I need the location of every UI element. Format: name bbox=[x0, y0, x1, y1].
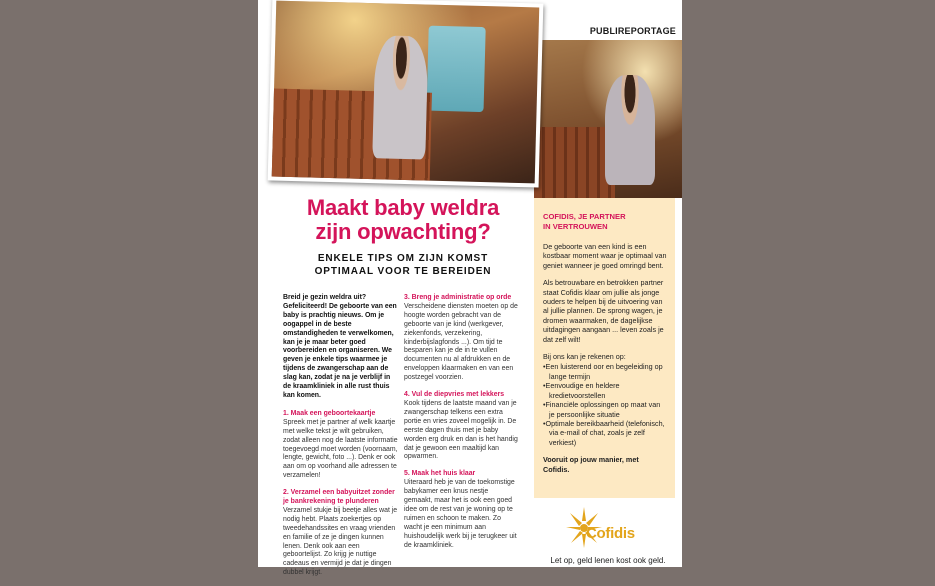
sidebar-closing: Vooruit op jouw manier, met Cofidis. bbox=[543, 455, 639, 474]
dresser-shape bbox=[426, 26, 486, 112]
section-body: Spreek met je partner af welk kaartje met welke tekst je wilt gebruiken, zodat alleen nog de laatste informatie toegevoegd moet worden (voornaam, lengte, gewicht, foto ...). Denk er ook aan om op voorhand alle adressen te verzamelen! bbox=[283, 418, 398, 480]
article-column-left bbox=[283, 294, 398, 586]
section-heading: 5. Maak het huis klaar bbox=[404, 470, 476, 478]
publireportage-label: PUBLIREPORTAGE bbox=[589, 26, 676, 36]
sidebar-benefits-list bbox=[543, 362, 667, 447]
list-item: • Een luisterend oor en begeleiding op lange termijn bbox=[543, 362, 667, 381]
subheadline bbox=[268, 252, 538, 278]
section-body: Kook tijdens de laatste maand van je zwangerschap telkens een extra portie en vries zoveel mogelijk in. De eerste dagen thuis met je baby worden erg druk en dan is het handig dat je gewoon een maaltijd kan opwarmen. bbox=[404, 399, 518, 461]
crib-shape bbox=[534, 127, 615, 198]
section-heading: 2. Verzamel een babyuitzet zonder je bankrekening te plunderen bbox=[283, 489, 395, 506]
intro-paragraph: Breid je gezin weldra uit? Gefeliciteerd! De geboorte van een baby is prachtig nieuws. Om je oogappel in de beste omstandigheden te verwelkomen, kan je je maar beter goed voorbereiden en organiseren. We geven je enkele tips waarmee je tijdens de zwangerschap aan de slag kan, zodat je na je verblijf in de kraamkliniek in alle rust thuis kan komen. bbox=[283, 294, 397, 399]
subheadline-line-2: OPTIMAAL VOOR TE BEREIDEN bbox=[314, 266, 492, 277]
headline bbox=[268, 196, 538, 244]
section-heading: 1. Maak een geboortekaartje bbox=[283, 409, 376, 417]
article-column-right bbox=[404, 294, 518, 558]
section-heading: 3. Breng je administratie op orde bbox=[404, 294, 512, 301]
headline-line-2: zijn opwachting? bbox=[315, 219, 491, 244]
sidebar-paragraph: De geboorte van een kind is een kostbaar moment waar je optimaal van geniet wanneer je goed omringd bent. bbox=[543, 242, 667, 270]
subheadline-line-1: ENKELE TIPS OM ZIJN KOMST bbox=[317, 253, 489, 264]
section-body: Verzamel stukje bij beetje alles wat je nodig hebt. Plaats zoekertjes op tweedehandssites en vraag vrienden en familie of ze je dingen kunnen lenen. Denk ook aan een geboortelijst. Zo krijg je nuttige cadeaus en vermijd je dat je dingen dubbel krijgt. bbox=[283, 506, 398, 577]
section-body: Verscheidene diensten moeten op de hoogte worden gebracht van de geboorte van je kind (werkgever, ziekenfonds, verzekering, kinderbijslagfonds ...). Om tijd te besparen kan je de in te vullen documenten nu al afdrukken en de enveloppen klaarmaken en van een postzegel voorzien. bbox=[404, 302, 518, 382]
list-item: • Optimale bereikbaarheid (telefonisch, via e-mail of chat, zoals je zelf verkiest) bbox=[543, 419, 667, 447]
main-photo bbox=[268, 0, 544, 188]
sidebar-list-intro: Bij ons kan je rekenen op: bbox=[543, 352, 626, 362]
section-heading: 4. Vul de diepvries met lekkers bbox=[404, 391, 505, 399]
cofidis-sidebar bbox=[534, 198, 675, 498]
side-photo bbox=[534, 40, 682, 198]
woman-shape bbox=[605, 75, 655, 186]
headline-line-1: Maakt baby weldra bbox=[306, 195, 500, 220]
legal-slogan: Let op, geld lenen kost ook geld. bbox=[550, 556, 666, 565]
sidebar-title bbox=[543, 212, 667, 232]
cofidis-logo bbox=[566, 505, 646, 551]
sidebar-title-line-2: IN VERTROUWEN bbox=[543, 222, 608, 231]
sidebar-title-line-1: COFIDIS, JE PARTNER bbox=[543, 212, 626, 221]
sidebar-paragraph: Als betrouwbare en betrokken partner staat Cofidis klaar om jullie als jonge ouders te helpen bij de uitvoering van al jullie plannen. De sprong wagen, je dromen waarmaken, de dagelijkse uitdagingen aangaan ... leven zoals je dat zelf wilt! bbox=[543, 278, 664, 344]
section-body: Uiteraard heb je van de toekomstige babykamer een knus nestje gemaakt, maar het is ook een goed idee om de rest van je woning op te ruimen en schoon te maken. Zo wacht je een minimum aan huishoudelijk werk bij je terugkeer uit de kraamkliniek. bbox=[404, 479, 517, 549]
pregnant-woman-assembling-crib-image bbox=[272, 1, 540, 184]
list-item: • Financiële oplossingen op maat van je persoonlijke situatie bbox=[543, 400, 667, 419]
logo-wordmark: Cofidis bbox=[586, 525, 635, 542]
magazine-page bbox=[258, 0, 682, 577]
woman-shape bbox=[372, 35, 428, 160]
list-item: • Eenvoudige en heldere kredietvoorstellen bbox=[543, 381, 667, 400]
